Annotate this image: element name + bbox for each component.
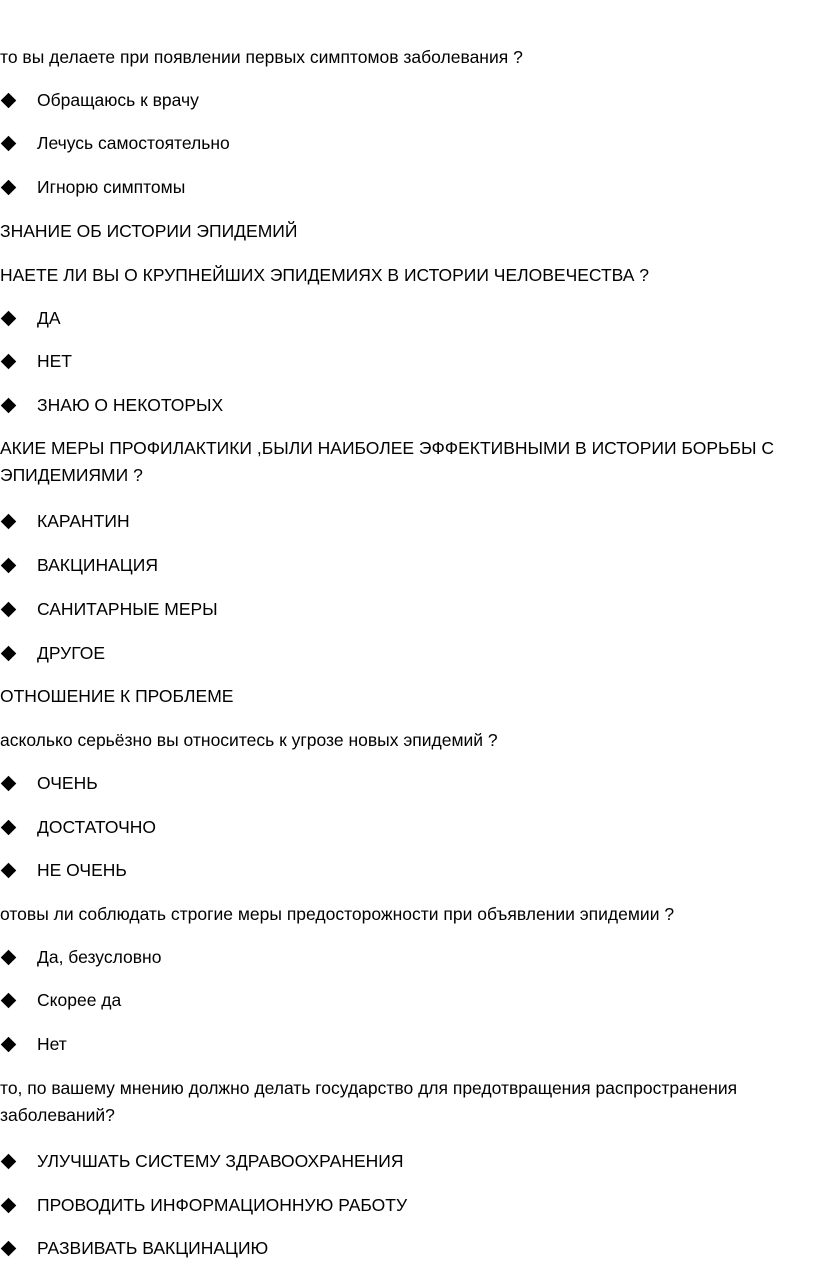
diamond-bullet-icon	[1, 354, 17, 370]
option-label: Нет	[37, 1034, 67, 1054]
diamond-bullet-icon	[1, 1154, 17, 1170]
option-label: Скорее да	[37, 990, 122, 1010]
diamond-bullet-icon	[1, 514, 17, 530]
option-label: Лечусь самостоятельно	[37, 133, 230, 153]
diamond-bullet-icon	[1, 1037, 17, 1053]
question-text: НАЕТЕ ЛИ ВЫ О КРУПНЕЙШИХ ЭПИДЕМИЯХ В ИСТОРИИ ЧЕЛОВЕЧЕСТВА ?	[0, 265, 650, 285]
section-heading: ЗНАНИЕ ОБ ИСТОРИИ ЭПИДЕМИЙ	[0, 221, 298, 241]
option-label: ЗНАЮ О НЕКОТОРЫХ	[37, 395, 224, 415]
option-label: НЕТ	[37, 351, 72, 371]
diamond-bullet-icon	[1, 311, 17, 327]
option-label: УЛУЧШАТЬ СИСТЕМУ ЗДРАВООХРАНЕНИЯ	[37, 1151, 404, 1171]
diamond-bullet-icon	[1, 950, 17, 966]
diamond-bullet-icon	[1, 602, 17, 618]
option-label: ВАКЦИНАЦИЯ	[37, 555, 158, 575]
diamond-bullet-icon	[1, 776, 17, 792]
section-heading: ОТНОШЕНИЕ К ПРОБЛЕМЕ	[0, 686, 234, 706]
option-label: КАРАНТИН	[37, 511, 130, 531]
option-label: Игнорю симптомы	[37, 177, 186, 197]
diamond-bullet-icon	[1, 820, 17, 836]
diamond-bullet-icon	[1, 646, 17, 662]
question-text: отовы ли соблюдать строгие меры предосторожности при объявлении эпидемии ?	[0, 904, 675, 924]
option-label: Да, безусловно	[37, 947, 162, 967]
question-text: асколько серьёзно вы относитесь к угрозе новых эпидемий ?	[0, 730, 498, 750]
question-text: то, по вашему мнению должно делать государство для предотвращения распространения заболеваний?	[0, 1078, 738, 1125]
option-label: ДА	[37, 308, 61, 328]
diamond-bullet-icon	[1, 398, 17, 414]
diamond-bullet-icon	[1, 1198, 17, 1214]
diamond-bullet-icon	[1, 863, 17, 879]
diamond-bullet-icon	[1, 993, 17, 1009]
option-label: ОЧЕНЬ	[37, 773, 98, 793]
question-text: то вы делаете при появлении первых симптомов заболевания ?	[0, 47, 523, 67]
question-text: АКИЕ МЕРЫ ПРОФИЛАКТИКИ ,БЫЛИ НАИБОЛЕЕ ЭФФЕКТИВНЫМИ В ИСТОРИИ БОРЬБЫ С ЭПИДЕМИЯМИ ?	[0, 438, 774, 485]
option-label: ДОСТАТОЧНО	[37, 817, 156, 837]
option-label: САНИТАРНЫЕ МЕРЫ	[37, 599, 218, 619]
option-label: ДРУГОЕ	[37, 643, 106, 663]
diamond-bullet-icon	[1, 180, 17, 196]
diamond-bullet-icon	[1, 93, 17, 109]
option-label: Обращаюсь к врачу	[37, 90, 199, 110]
option-label: НЕ ОЧЕНЬ	[37, 860, 127, 880]
diamond-bullet-icon	[1, 558, 17, 574]
diamond-bullet-icon	[1, 1241, 17, 1257]
option-label: ПРОВОДИТЬ ИНФОРМАЦИОННУЮ РАБОТУ	[37, 1195, 408, 1215]
option-label: РАЗВИВАТЬ ВАКЦИНАЦИЮ	[37, 1238, 269, 1258]
diamond-bullet-icon	[1, 136, 17, 152]
